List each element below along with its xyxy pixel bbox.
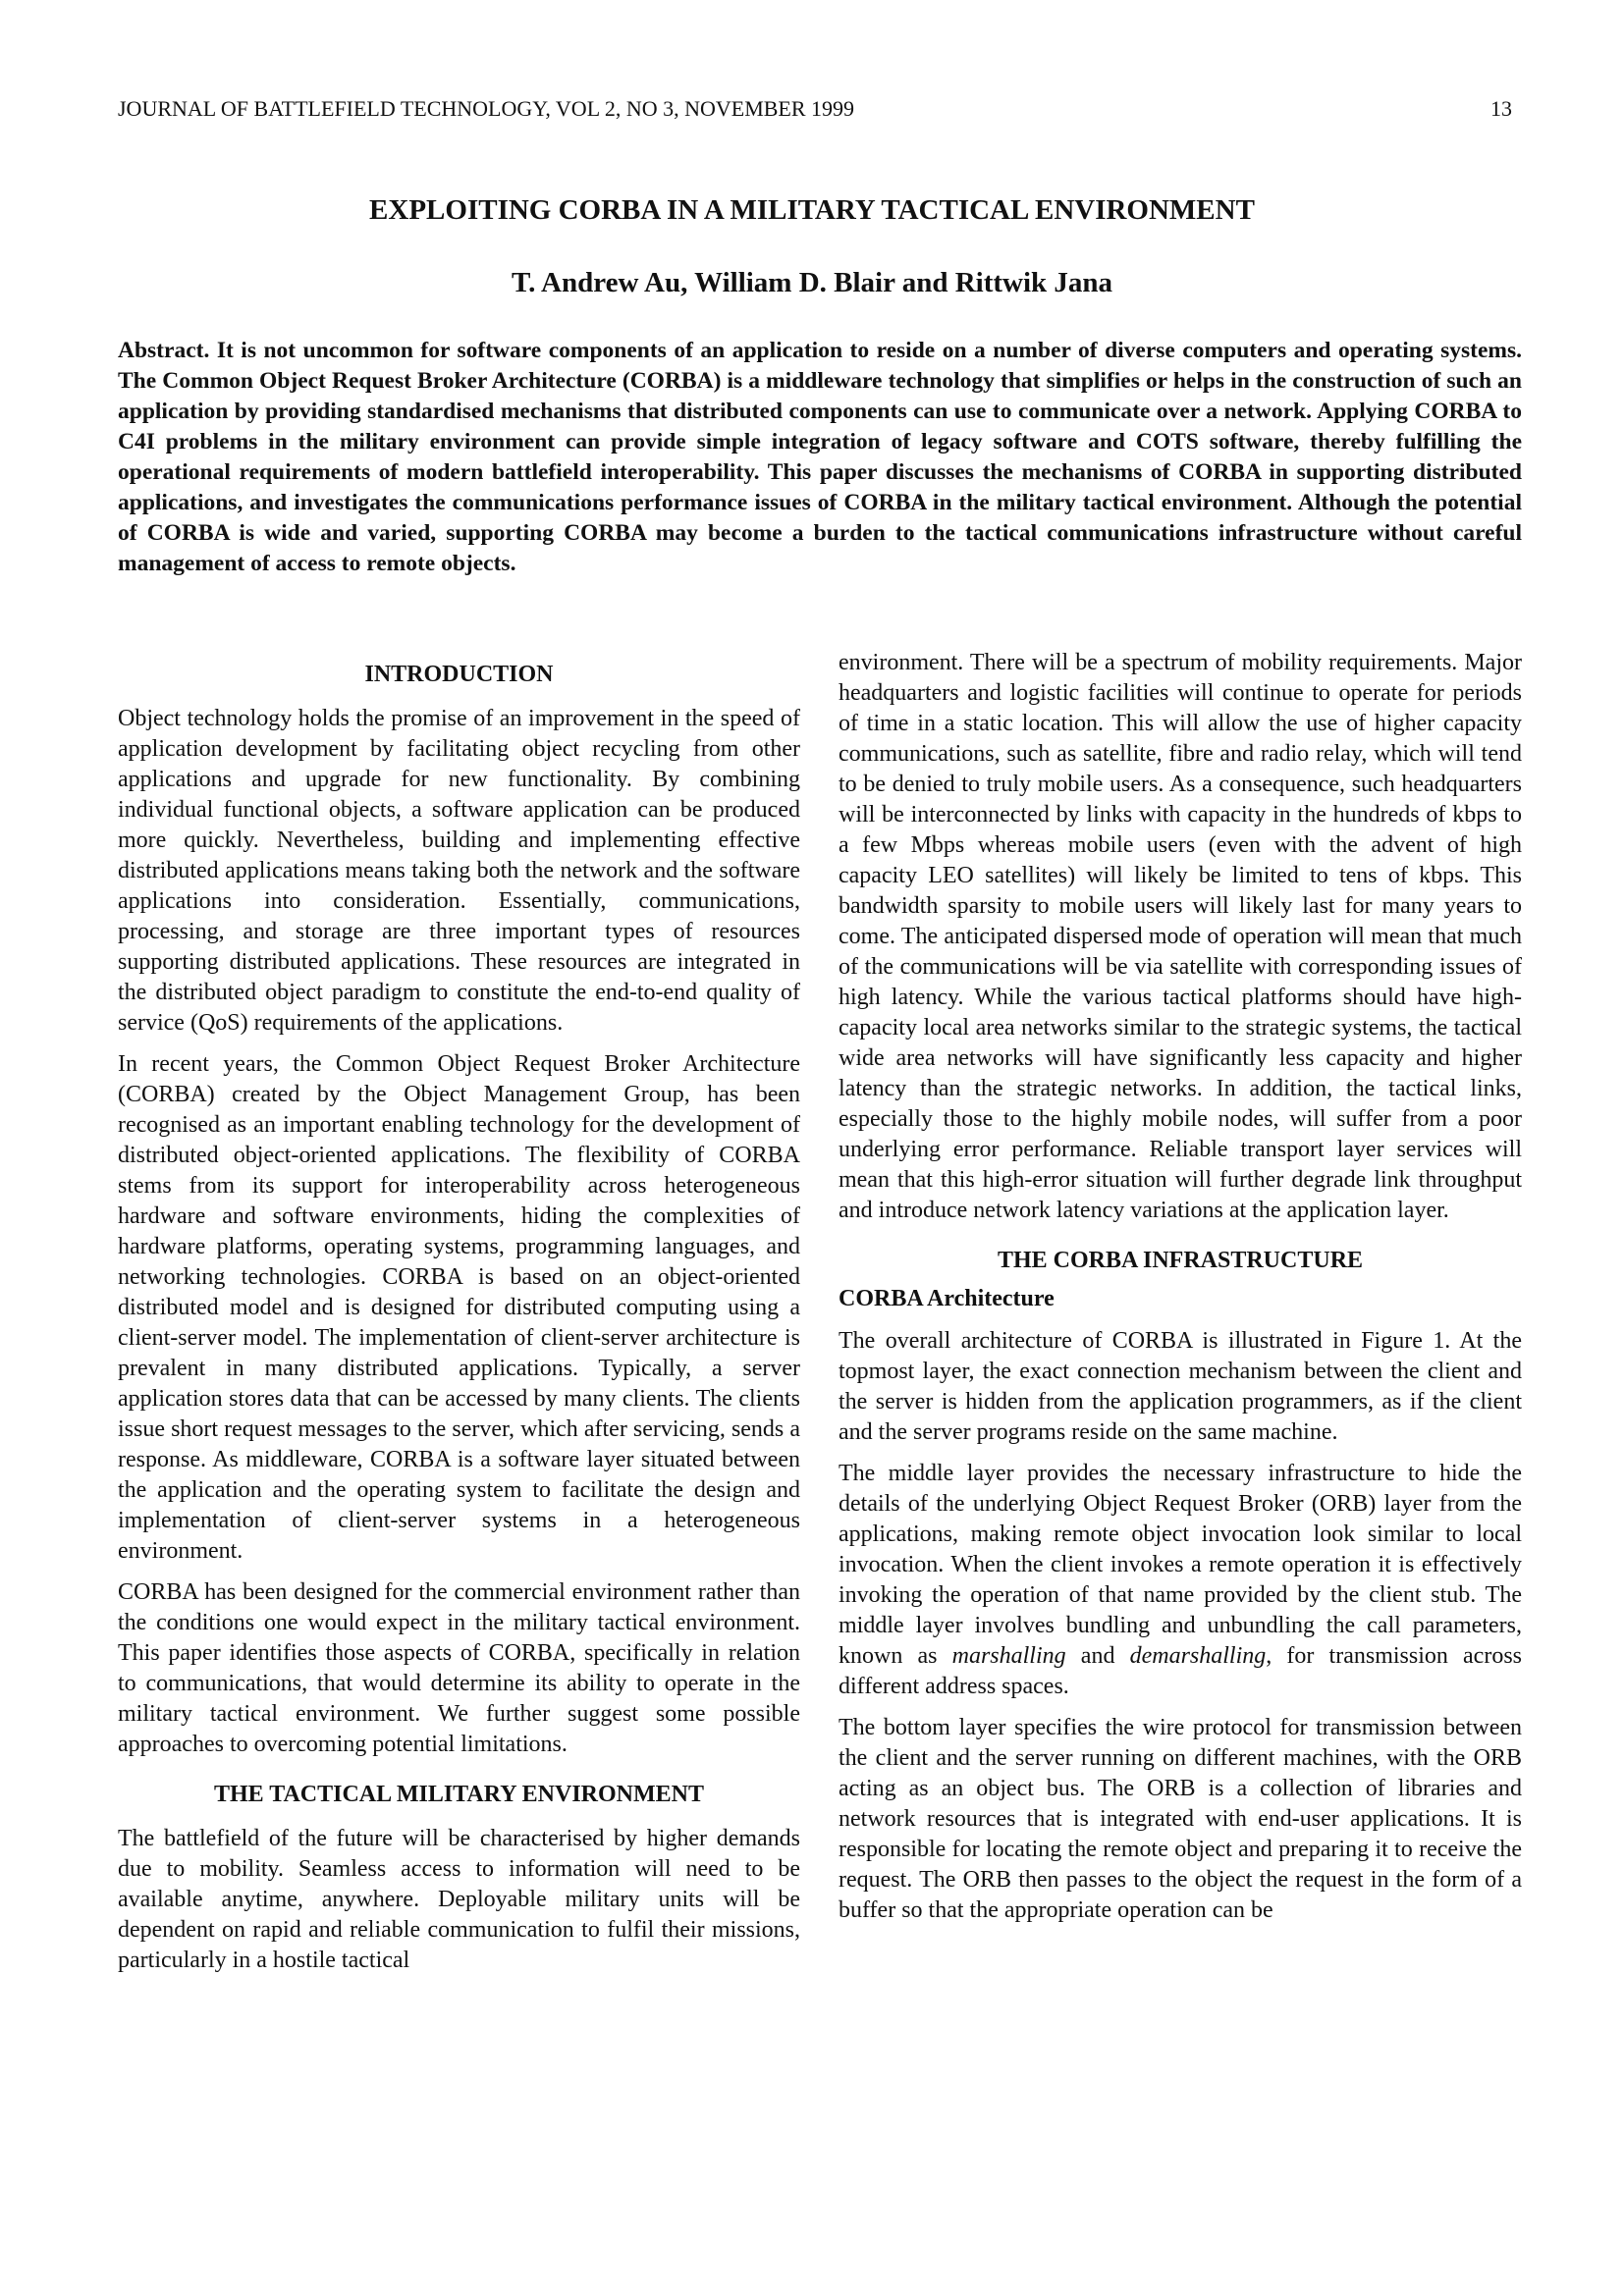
running-header xyxy=(118,96,1512,122)
left-column xyxy=(118,660,800,1987)
introduction-heading: INTRODUCTION xyxy=(364,662,554,687)
text: , for transmission across different address spaces. xyxy=(839,1643,1523,1699)
architecture-subheading: CORBA Architecture xyxy=(839,1286,1055,1311)
paragraph: In recent years, the Common Object Request Broker Architecture (CORBA) created by the Object Management Group, has been recognised as an important enabling technology for the development of distributed object-oriented applications. The flexibility of CORBA stems from its support for interoperability across heterogeneous hardware and software environments, hiding the complexities of hardware platforms, operating systems, programming languages, and networking technologies. CORBA is based on an object-oriented distributed model and is designed for distributed computing using a client-server model. The implementation of client-server architecture is prevalent in many distributed applications. Typically, a server application stores data that can be accessed by many clients. The clients issue short request messages to the server, which after servicing, sends a response. As middleware, CORBA is a software layer situated between the application and the operating system to facilitate the design and implementation of client-server systems in a heterogeneous environment. xyxy=(118,1051,800,1564)
paragraph: The bottom layer specifies the wire protocol for transmission between the client and the server running on different machines, with the ORB acting as an object bus. The ORB is a collection of libraries and network resources that is integrated with end-user applications. It is responsible for locating the remote object and preparing it to receive the request. The ORB then passes to the object the request in the form of a buffer so that the appropriate operation can be xyxy=(839,1715,1522,1923)
paragraph xyxy=(839,1459,1522,1702)
infrastructure-heading: THE CORBA INFRASTRUCTURE xyxy=(997,1248,1364,1273)
paragraph: CORBA has been designed for the commercial environment rather than the conditions one would expect in the military tactical environment. This paper identifies those aspects of CORBA, specifically in relation to communications, that would determine its ability to operate in the military tactical environment. We further suggest some possible approaches to overcoming potential limitations. xyxy=(118,1579,800,1757)
paper-title: EXPLOITING CORBA IN A MILITARY TACTICAL ENVIRONMENT xyxy=(369,194,1255,226)
abstract: Abstract. It is not uncommon for software components of an application to reside on a number of diverse computers and operating systems. The Common Object Request Broker Architecture (CORBA) is a middleware technology that simplifies or helps in the construction of such an application by providing standardised mechanisms that distributed components can use to communicate over a network. Applying CORBA to C4I problems in the military environment can provide simple integration of legacy software and COTS software, thereby fulfilling the operational requirements of modern battlefield interoperability. This paper discusses the mechanisms of CORBA in supporting distributed applications, and investigates the communications performance issues of CORBA in the military tactical environment. Although the potential of CORBA is wide and varied, supporting CORBA may become a burden to the tactical communications infrastructure without careful management of access to remote objects. xyxy=(118,338,1522,576)
journal-citation: JOURNAL OF BATTLEFIELD TECHNOLOGY, VOL 2, NO 3, NOVEMBER 1999 xyxy=(118,96,855,121)
term-marshalling: marshalling xyxy=(951,1643,1066,1669)
tactical-heading: THE TACTICAL MILITARY ENVIRONMENT xyxy=(213,1782,704,1807)
paragraph: environment. There will be a spectrum of mobility requirements. Major headquarters and logistic facilities will continue to operate for periods of time in a static location. This will allow the use of higher capacity communications, such as satellite, fibre and radio relay, which will tend to be denied to truly mobile users. As a consequence, such headquarters will be interconnected by links with capacity in the hundreds of kbps to a few Mbps whereas mobile users (even with the advent of high capacity LEO satellites) will likely be limited to tens of kbps. This bandwidth sparsity to mobile users will likely last for many years to come. The anticipated dispersed mode of operation will mean that much of the communications will be via satellite with corresponding issues of high latency. While the various tactical platforms should have high-capacity local area networks similar to the strategic systems, the tactical wide area networks will have significantly less capacity and higher latency than the strategic networks. In addition, the tactical links, especially those to the highly mobile nodes, will suffer from a poor underlying error performance. Reliable transport layer services will mean that this high-error situation will further degrade link throughput and introduce network latency variations at the application layer. xyxy=(839,650,1522,1223)
text: and xyxy=(1065,1643,1130,1669)
paragraph: Object technology holds the promise of an improvement in the speed of application development by facilitating object recycling from other applications and upgrade for new functionality. By combining individual functional objects, a software application can be produced more quickly. Nevertheless, building and implementing effective distributed applications means taking both the network and the software applications into consideration. Essentially, communications, processing, and storage are three important types of resources supporting distributed applications. These resources are integrated in the distributed object paradigm to constitute the end-to-end quality of service (QoS) requirements of the applications. xyxy=(118,706,800,1036)
paragraph: The overall architecture of CORBA is illustrated in Figure 1. At the topmost layer, the exact connection mechanism between the client and the server is hidden from the application programmers, as if the client and the server programs reside on the same machine. xyxy=(839,1328,1522,1445)
author-list: T. Andrew Au, William D. Blair and Rittwik Jana xyxy=(511,267,1113,298)
right-column xyxy=(839,648,1522,1937)
text: The middle layer provides the necessary infrastructure to hide the details of the underlying Object Request Broker (ORB) layer from the applications, making remote object invocation look similar to local invocation. When the client invokes a remote operation it is effectively invoking the operation of that name provided by the client stub. The middle layer involves bundling and unbundling the call parameters, known as xyxy=(839,1461,1522,1669)
term-demarshalling: demarshalling xyxy=(1129,1643,1267,1669)
paragraph: The battlefield of the future will be characterised by higher demands due to mobility. Seamless access to information will need to be available anytime, anywhere. Deployable military units will be dependent on rapid and reliable communication to fulfil their missions, particularly in a hostile tactical xyxy=(118,1826,800,1973)
page-number: 13 xyxy=(1490,96,1512,121)
